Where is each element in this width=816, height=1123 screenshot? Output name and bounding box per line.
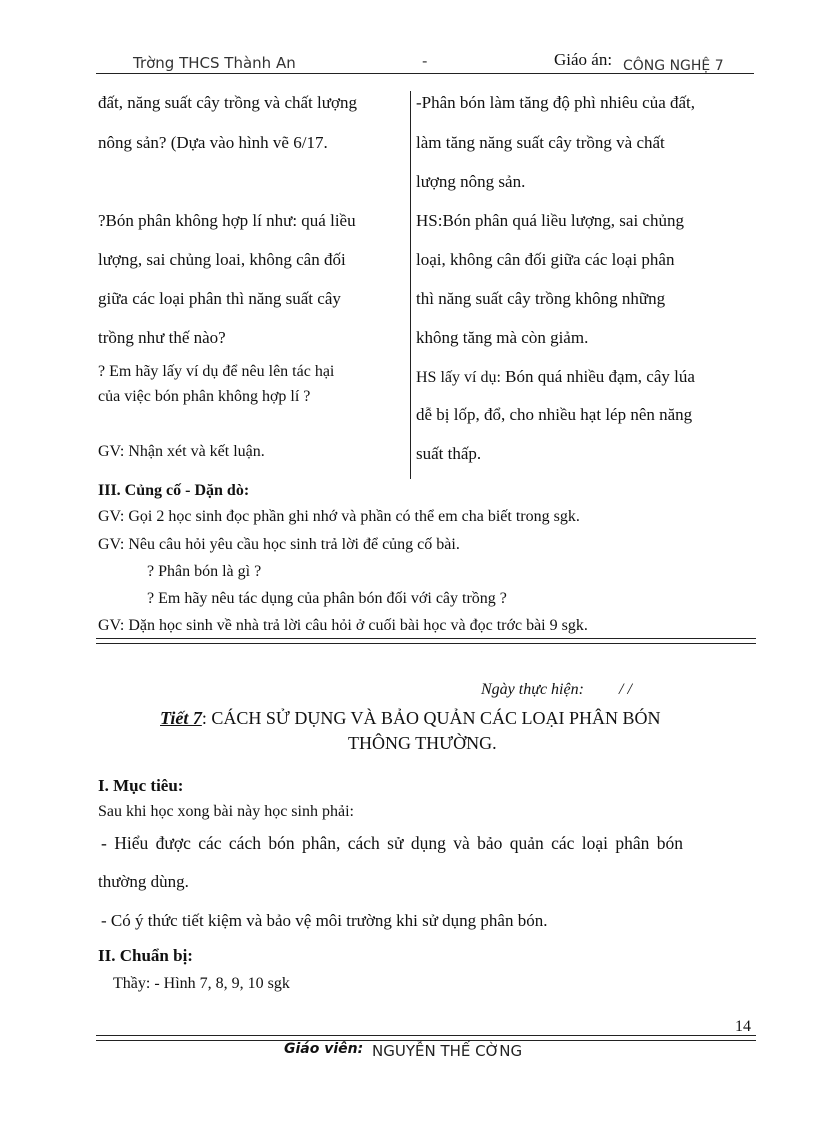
table-cell-left: ?Bón phân không hợp lí như: quá liều [98, 211, 356, 230]
lesson-plan-label: Giáo án: [554, 50, 613, 69]
section-double-rule [96, 638, 756, 644]
table-cell-left: nông sản? (Dựa vào hình vẽ 6/17. [98, 133, 328, 152]
table-cell-left: trồng như thế nào? [98, 328, 226, 347]
subject-name: CÔNG NGHỆ 7 [623, 58, 724, 74]
table-divider [410, 91, 411, 479]
table-cell-left: ? Em hãy lấy ví dụ để nêu lên tác hại [98, 363, 335, 380]
example-label: HS lấy ví dụ: [416, 369, 501, 386]
preparation-teacher: Thầy: - Hình 7, 8, 9, 10 sgk [113, 975, 290, 992]
consolidation-line: GV: Gọi 2 học sinh đọc phần ghi nhớ và phần có thể em cha biết trong sgk. [98, 508, 580, 525]
example-text: Bón quá nhiều đạm, cây lúa [505, 367, 695, 386]
table-cell-right: làm tăng năng suất cây trồng và chất [416, 133, 665, 152]
objectives-intro: Sau khi học xong bài này học sinh phải: [98, 803, 354, 820]
page-number: 14 [735, 1018, 751, 1035]
table-cell-left: của việc bón phân không hợp lí ? [98, 388, 311, 405]
table-cell-right: lượng nông sản. [416, 172, 526, 191]
table-cell-right: -Phân bón làm tăng độ phì nhiêu của đất, [416, 93, 696, 112]
lesson-title [160, 708, 661, 729]
table-cell-right: loại, không cân đối giữa các loại phân [416, 250, 675, 269]
consolidation-heading: III. Củng cố - Dặn dò: [98, 482, 250, 499]
table-cell-right: HS:Bón phân quá liều lượng, sai chủng [416, 211, 684, 230]
consolidation-line: GV: Nêu câu hỏi yêu cầu học sinh trả lời để củng cố bài. [98, 536, 460, 553]
footer-double-rule [96, 1035, 756, 1041]
objective-item: - Có ý thức tiết kiệm và bảo vệ môi trường khi sử dụng phân bón. [101, 911, 548, 930]
preparation-heading: II. Chuẩn bị: [98, 946, 193, 965]
table-cell-left: giữa các loại phân thì năng suất cây [98, 289, 341, 308]
objective-item: - Hiểu được các cách bón phân, cách sử dụng và bảo quản các loại phân bón [101, 833, 684, 853]
objectives-heading: I. Mục tiêu: [98, 776, 184, 795]
teacher-label: Giáo viên: [284, 1041, 364, 1057]
date-value: / / [619, 681, 632, 698]
header-rule [96, 73, 754, 74]
table-cell-right: không tăng mà còn giảm. [416, 328, 589, 347]
school-name: Trờng THCS Thành An [133, 54, 296, 72]
consolidation-line: GV: Dặn học sinh về nhà trả lời câu hỏi ở cuối bài học và đọc trớc bài 9 sgk. [98, 617, 588, 634]
objective-item-cont: thường dùng. [98, 872, 189, 891]
teacher-name: NGUYỄN THẾ CỜNG [372, 1042, 523, 1060]
table-cell-right: dễ bị lốp, đổ, cho nhiều hạt lép nên năng [416, 405, 693, 424]
date-label: Ngày thực hiện: [481, 681, 584, 698]
table-cell-right [416, 367, 695, 388]
consolidation-question: ? Phân bón là gì ? [147, 563, 262, 580]
table-cell-left: lượng, sai chủng loai, không cân đối [98, 250, 346, 269]
header-dash: - [422, 52, 428, 70]
consolidation-question: ? Em hãy nêu tác dụng của phân bón đối với cây trồng ? [147, 590, 507, 607]
table-cell-right: thì năng suất cây trồng không những [416, 289, 666, 308]
table-cell-left: đất, năng suất cây trồng và chất lượng [98, 93, 357, 112]
lesson-title-line1: : CÁCH SỬ DỤNG VÀ BẢO QUẢN CÁC LOẠI PHÂN BÓN [201, 708, 661, 728]
table-cell-right: suất thấp. [416, 444, 482, 463]
lesson-title-line2: THÔNG THƯỜNG. [348, 733, 497, 753]
period-label: Tiết 7 [160, 708, 202, 728]
table-cell-left: GV: Nhận xét và kết luận. [98, 443, 265, 460]
